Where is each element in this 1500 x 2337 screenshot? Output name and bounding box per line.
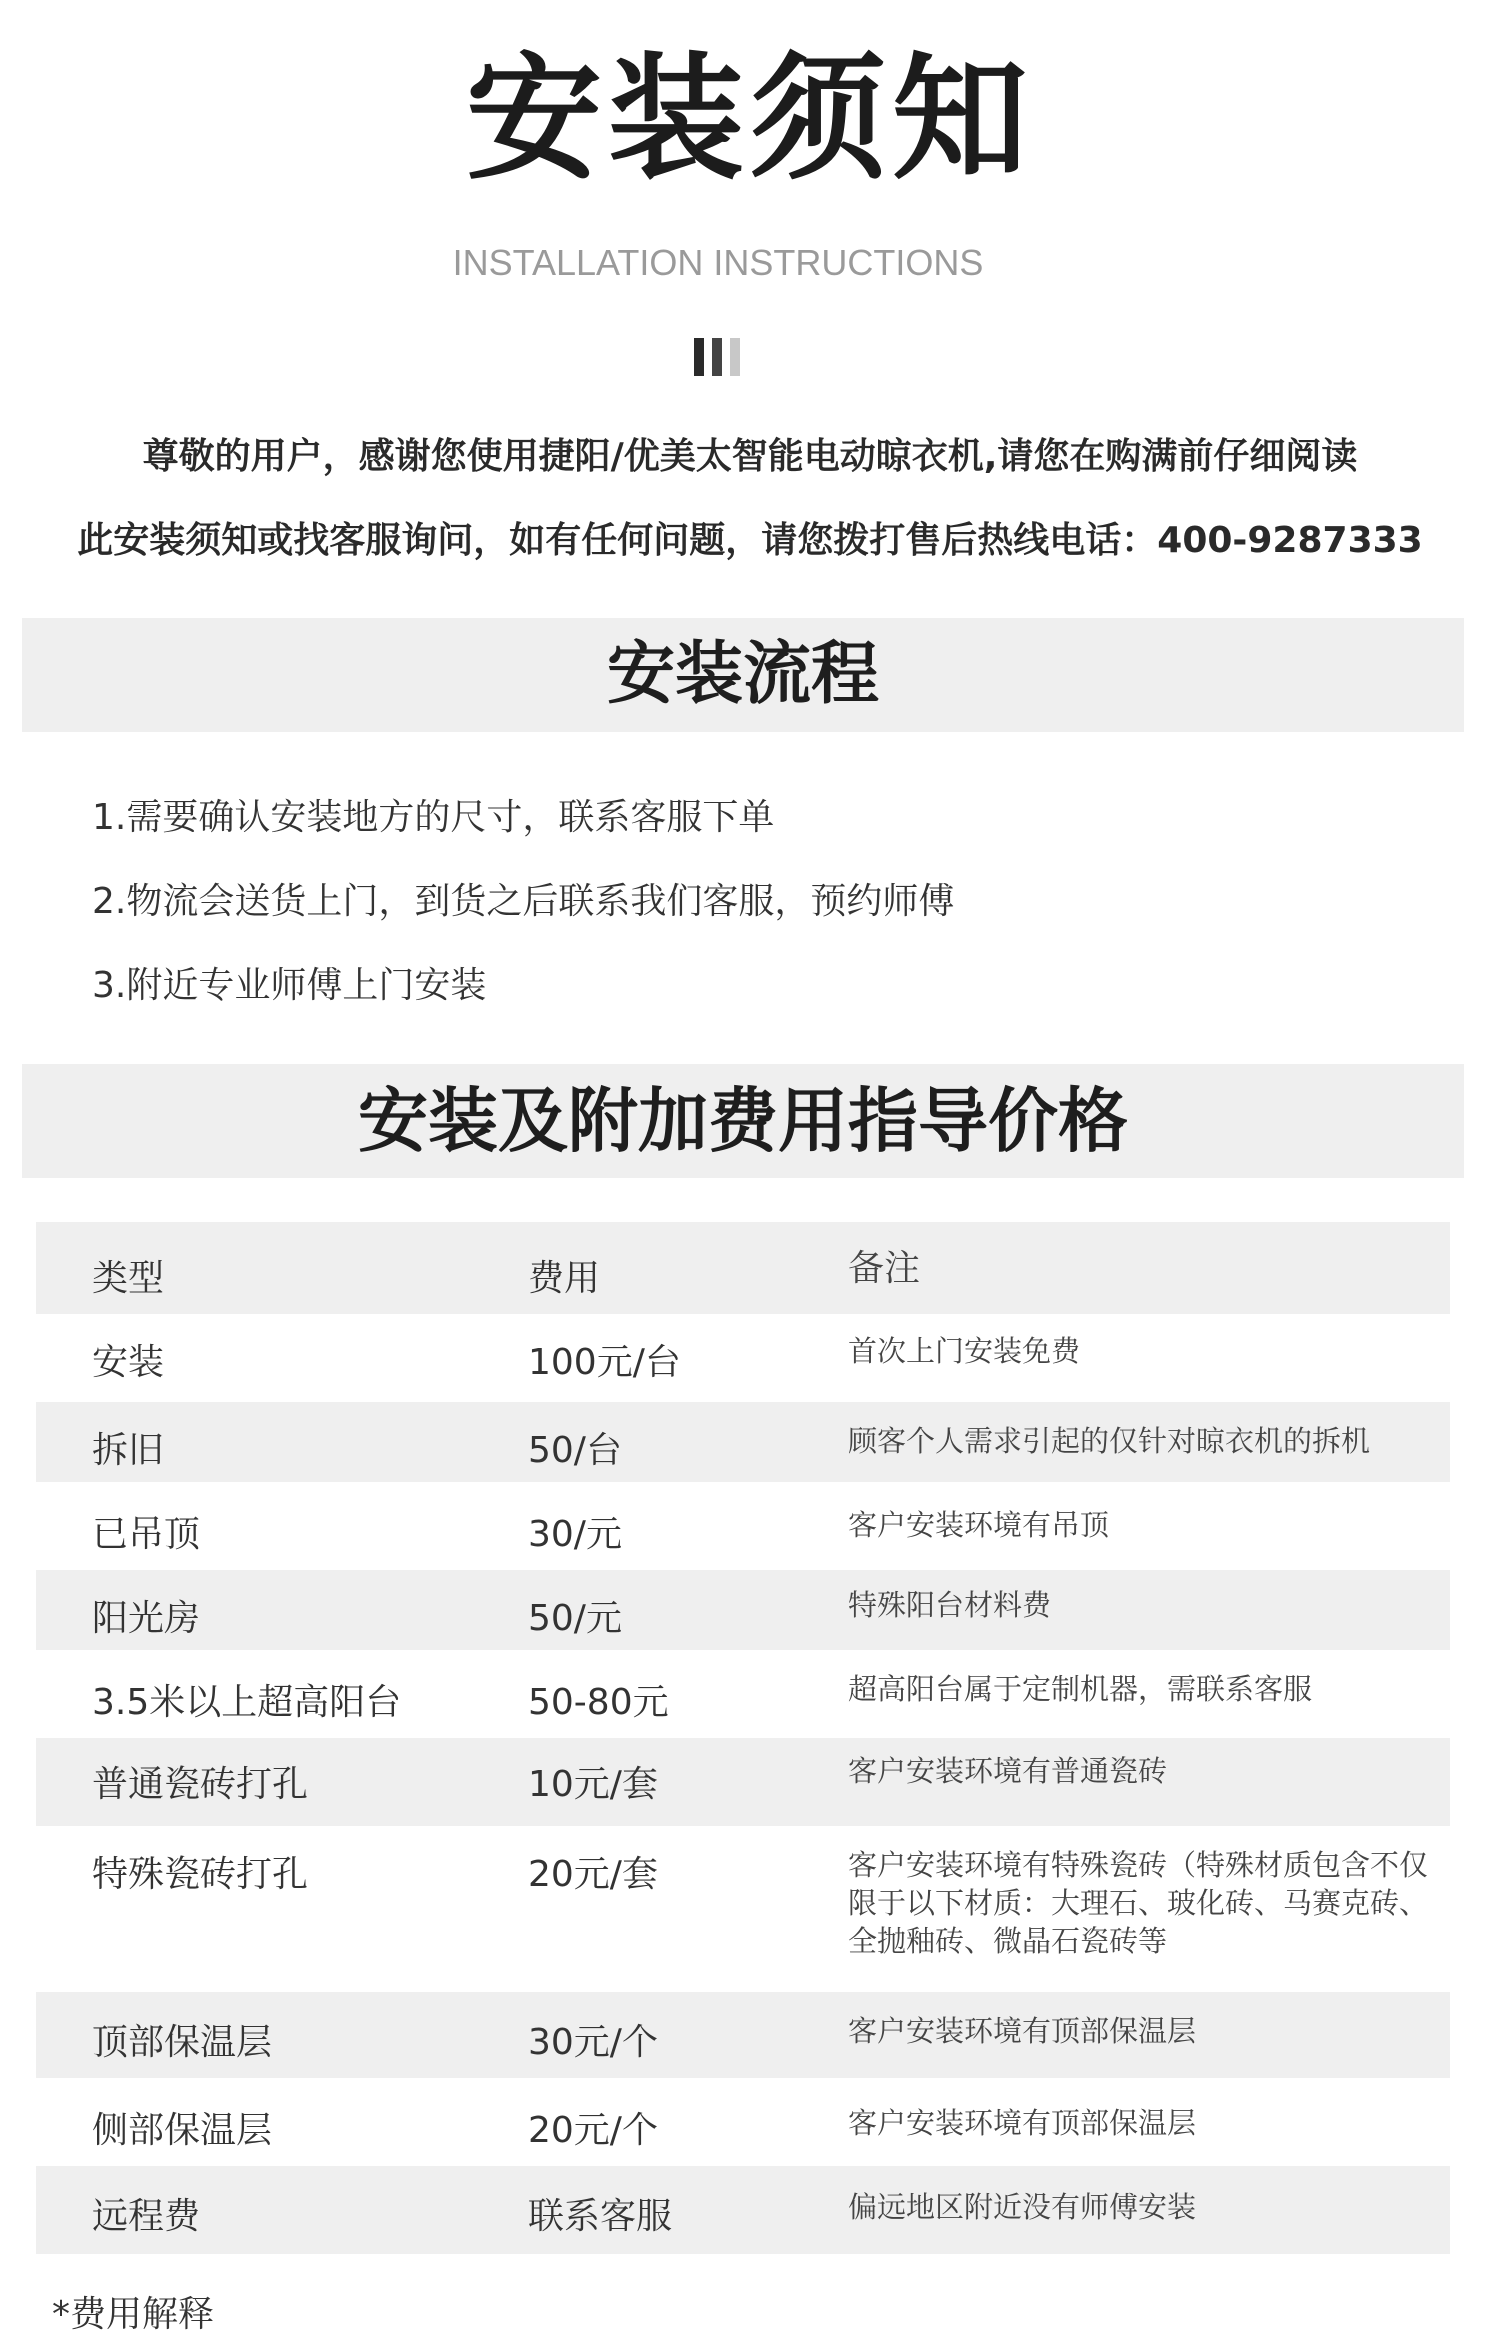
table-row (36, 1738, 1450, 1830)
process-step: 1.需要确认安装地方的尺寸，联系客服下单 (92, 797, 775, 838)
table-row (36, 2166, 1450, 2258)
row-type: 阳光房 (92, 1598, 201, 1639)
row-type: 安装 (92, 1342, 165, 1383)
pricing-section-header (22, 1064, 1464, 1178)
table-row (36, 1654, 1450, 1738)
intro-line-1: 尊敬的用户，感谢您使用捷阳/优美太智能电动晾衣机,请您在购满前仔细阅读 (142, 436, 1358, 477)
row-fee: 20元/套 (528, 1854, 658, 1895)
row-note: 特殊阳台材料费 (848, 1588, 1052, 1622)
row-type: 远程费 (92, 2196, 201, 2237)
table-row (36, 1318, 1450, 1402)
row-fee: 50/元 (528, 1598, 622, 1639)
page-title: 安装须知 (466, 41, 1034, 199)
column-header-fee: 费用 (528, 1258, 601, 1299)
column-header-note: 备注 (848, 1248, 921, 1289)
column-header-type: 类型 (92, 1258, 165, 1299)
row-note: 客户安装环境有普通瓷砖 (848, 1754, 1168, 1788)
row-note: 偏远地区附近没有师傅安装 (848, 2190, 1197, 2224)
row-fee: 20元/个 (528, 2110, 658, 2151)
table-row (36, 2082, 1450, 2166)
row-note: 客户安装环境有顶部保温层 (848, 2106, 1197, 2140)
pricing-title: 安装及附加费用指导价格 (358, 1080, 1128, 1162)
table-row (36, 1402, 1450, 1486)
fee-explanation-heading: *费用解释 (52, 2294, 215, 2335)
row-note: 客户安装环境有特殊瓷砖（特殊材质包含不仅限于以下材质：大理石、玻化砖、马赛克砖、全抛釉砖、微晶石瓷砖等 (848, 1848, 1429, 1958)
row-note: 顾客个人需求引起的仅针对晾衣机的拆机 (848, 1424, 1371, 1458)
row-type: 拆旧 (92, 1430, 165, 1471)
decorative-bars-icon (694, 338, 754, 376)
page-subtitle: INSTALLATION INSTRUCTIONS (452, 242, 984, 283)
row-fee: 50-80元 (528, 1682, 669, 1723)
process-step: 2.物流会送货上门，到货之后联系我们客服，预约师傅 (92, 881, 955, 922)
process-step: 3.附近专业师傅上门安装 (92, 965, 487, 1006)
table-row (36, 1830, 1450, 1992)
row-fee: 30/元 (528, 1514, 622, 1555)
row-fee: 50/台 (528, 1430, 622, 1471)
row-note: 超高阳台属于定制机器，需联系客服 (848, 1672, 1313, 1706)
row-fee: 联系客服 (528, 2196, 673, 2237)
process-section-header (22, 618, 1464, 732)
table-row (36, 1992, 1450, 2082)
row-note: 客户安装环境有顶部保温层 (848, 2014, 1197, 2048)
row-type: 特殊瓷砖打孔 (92, 1854, 309, 1895)
pricing-table (36, 1222, 1450, 2258)
row-note: 首次上门安装免费 (848, 1334, 1081, 1368)
row-fee: 100元/台 (528, 1342, 681, 1383)
intro-line-2: 此安装须知或找客服询问，如有任何问题，请您拨打售后热线电话：400-9287333 (77, 520, 1423, 561)
row-type: 普通瓷砖打孔 (92, 1764, 309, 1805)
row-fee: 10元/套 (528, 1764, 658, 1805)
row-type: 已吊顶 (92, 1514, 201, 1555)
table-header-row (36, 1222, 1450, 1318)
process-title: 安装流程 (606, 635, 879, 714)
row-type: 3.5米以上超高阳台 (92, 1682, 402, 1723)
table-row (36, 1486, 1450, 1570)
row-type: 顶部保温层 (92, 2022, 273, 2063)
table-row (36, 1570, 1450, 1654)
process-steps (92, 790, 954, 1042)
row-fee: 30元/个 (528, 2022, 658, 2063)
row-note: 客户安装环境有吊顶 (848, 1508, 1110, 1542)
row-type: 侧部保温层 (92, 2110, 273, 2151)
